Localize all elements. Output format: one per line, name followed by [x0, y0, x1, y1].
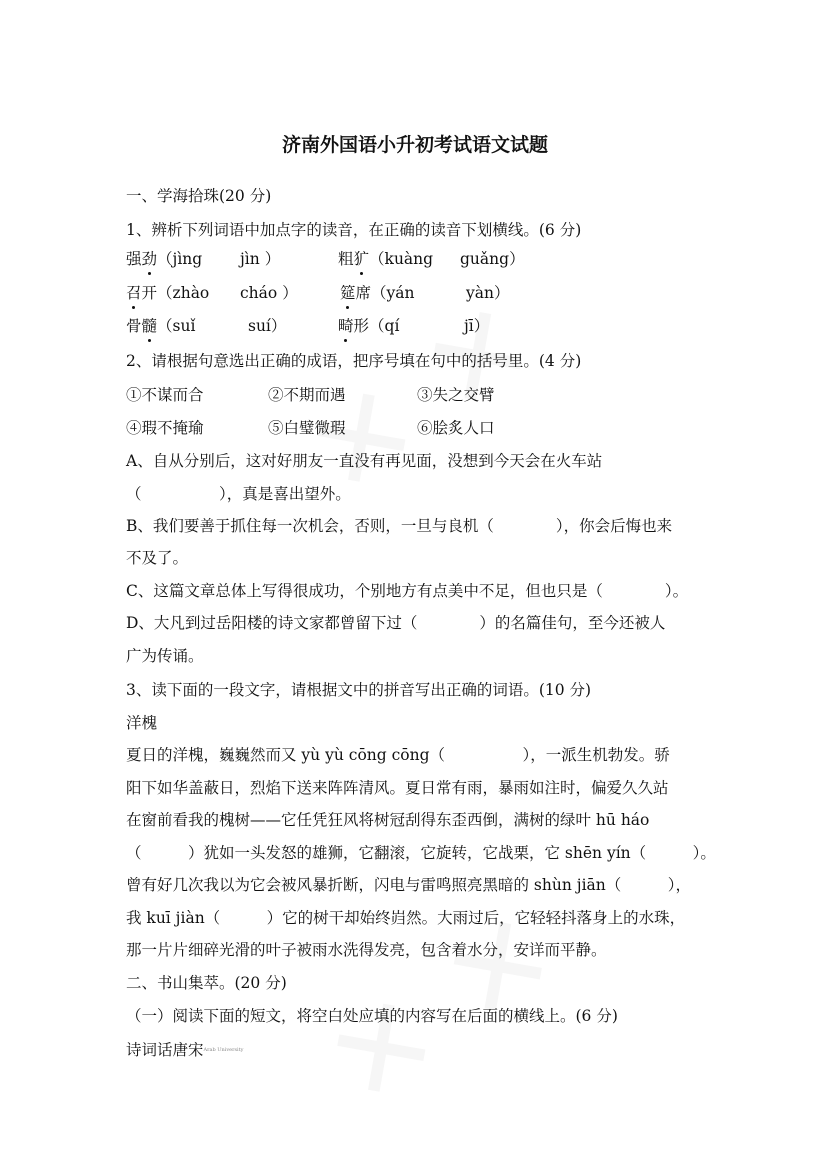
document-title: 济南外国语小升初考试语文试题	[281, 134, 548, 156]
passage-line: 曾有好几次我以为它会被风暴折断，闪电与雷鸣照亮黑暗的 shùn jiān（ ），	[126, 876, 691, 894]
question-text: （ ），真是喜出望外。	[126, 485, 351, 503]
dotted-char: 劲	[141, 250, 158, 268]
question-text: A、自从分别后，这对好朋友一直没有再见面，没想到今天会在火车站	[126, 452, 603, 470]
pinyin-option: cháo ）	[240, 284, 298, 302]
question-prompt: （一）阅读下面的短文，将空白处应填的内容写在后面的横线上。(6 分)	[126, 1007, 618, 1025]
tiny-mark: Arab University	[203, 1047, 244, 1053]
passage-line: 阳下如华盖蔽日，烈焰下送来阵阵清风。夏日常有雨，暴雨如注时，偏爱久久站	[126, 779, 669, 797]
idiom-option: ④瑕不掩瑜	[126, 419, 204, 437]
dotted-char: 犷	[353, 250, 370, 268]
question-prompt: 3、读下面的一段文字，请根据文中的拼音写出正确的词语。(10 分)	[126, 681, 592, 699]
section-heading: 二、书山集萃。(20 分)	[126, 974, 287, 992]
pinyin-option: jìn ）	[240, 250, 281, 268]
idiom-option: ⑥脍炙人口	[417, 419, 495, 437]
idiom-option: ③失之交臂	[417, 386, 495, 404]
passage-line: 在窗前看我的槐树——它任凭狂风将树冠刮得东歪西倒，满树的绿叶 hū háo	[126, 811, 650, 829]
question-text: 广为传诵。	[126, 647, 204, 665]
pinyin-item: 强劲（jìng	[126, 250, 203, 268]
pinyin-option: jī）	[464, 317, 490, 335]
question-text: B、我们要善于抓住每一次机会，否则，一旦与良机（ ），你会后悔也来	[126, 517, 673, 535]
passage-title: 诗词话唐宋Arab University	[126, 1041, 244, 1059]
pinyin-item: 粗犷（kuàng	[338, 250, 434, 268]
passage-line: （ ）犹如一头发怒的雄狮，它翻滚，它旋转，它战栗，它 shēn yín（ ）。	[126, 844, 716, 862]
pinyin-option: suí）	[248, 317, 287, 335]
dotted-char: 畸	[338, 317, 354, 335]
dotted-char: 髓	[141, 317, 158, 335]
question-prompt: 2、请根据句意选出正确的成语，把序号填在句中的括号里。(4 分)	[126, 352, 582, 370]
passage-line: 那一片片细碎光滑的叶子被雨水洗得发亮，包含着水分，安详而平静。	[126, 941, 607, 959]
pinyin-item: 畸形（qí	[338, 317, 400, 335]
pinyin-item: 召开（zhào	[126, 284, 210, 302]
idiom-option: ①不谋而合	[126, 386, 204, 404]
section-heading: 一、学海拾珠(20 分)	[126, 187, 272, 205]
passage-title: 洋槐	[126, 714, 158, 732]
idiom-option: ②不期而遇	[268, 386, 346, 404]
pinyin-item: 筵席（yán	[340, 284, 415, 302]
pinyin-option: guǎng）	[460, 250, 525, 268]
dotted-char: 筵	[340, 284, 356, 302]
dotted-char: 召	[126, 284, 142, 302]
passage-line: 夏日的洋槐，巍巍然而又 yù yù cōng cōng（ ），一派生机勃发。骄	[126, 746, 670, 764]
question-text: 不及了。	[126, 549, 189, 567]
passage-line: 我 kuī jiàn（ ）它的树干却始终岿然。大雨过后，它轻轻抖落身上的水珠，	[126, 909, 686, 927]
question-prompt: 1、辨析下列词语中加点字的读音，在正确的读音下划横线。(6 分)	[126, 221, 582, 239]
pinyin-option: yàn）	[466, 284, 510, 302]
pinyin-item: 骨髓（suǐ	[126, 317, 196, 335]
question-text: C、这篇文章总体上写得很成功，个别地方有点美中不足，但也只是（ ）。	[126, 582, 689, 600]
idiom-option: ⑤白璧微瑕	[268, 419, 346, 437]
question-text: D、大凡到过岳阳楼的诗文家都曾留下过（ ）的名篇佳句，至今还被人	[126, 614, 666, 632]
